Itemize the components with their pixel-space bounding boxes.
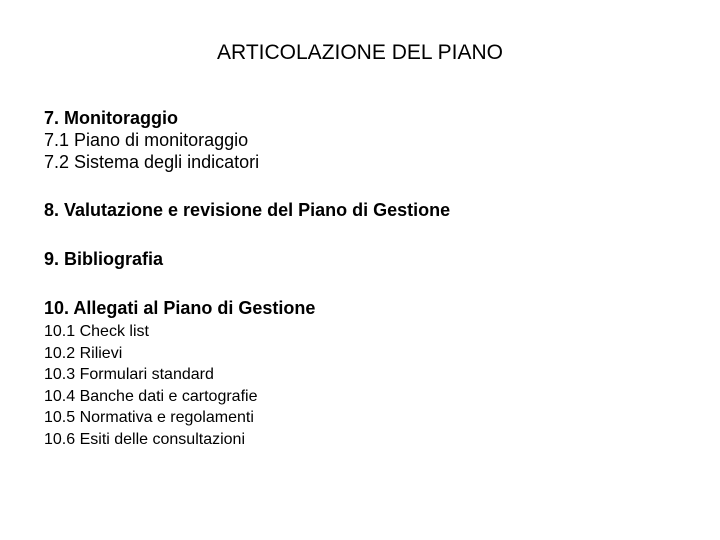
list-item: 7.1 Piano di monitoraggio <box>44 130 249 150</box>
section-monitoraggio <box>44 107 684 173</box>
section-heading: 10. Allegati al Piano di Gestione <box>44 298 316 318</box>
section-heading: 9. Bibliografia <box>44 249 164 269</box>
list-item: 10.2 Rilievi <box>44 344 123 362</box>
section-bibliografia <box>44 248 684 270</box>
section-valutazione <box>44 199 684 221</box>
list-item: 10.1 Check list <box>44 323 149 340</box>
list-item: 10.3 Formulari standard <box>44 366 214 384</box>
list-item: 10.5 Normativa e regolamenti <box>44 409 254 427</box>
section-heading: 7. Monitoraggio <box>44 108 178 128</box>
list-item: 10.6 Esiti delle consultazioni <box>44 430 246 448</box>
list-item: 10.4 Banche dati e cartografie <box>44 387 258 405</box>
list-item: 7.2 Sistema degli indicatori <box>44 152 260 172</box>
outline-list <box>44 107 684 451</box>
section-heading: 8. Valutazione e revisione del Piano di Gestione <box>44 200 451 220</box>
slide-title: ARTICOLAZIONE DEL PIANO <box>217 41 503 64</box>
section-allegati <box>44 296 684 451</box>
